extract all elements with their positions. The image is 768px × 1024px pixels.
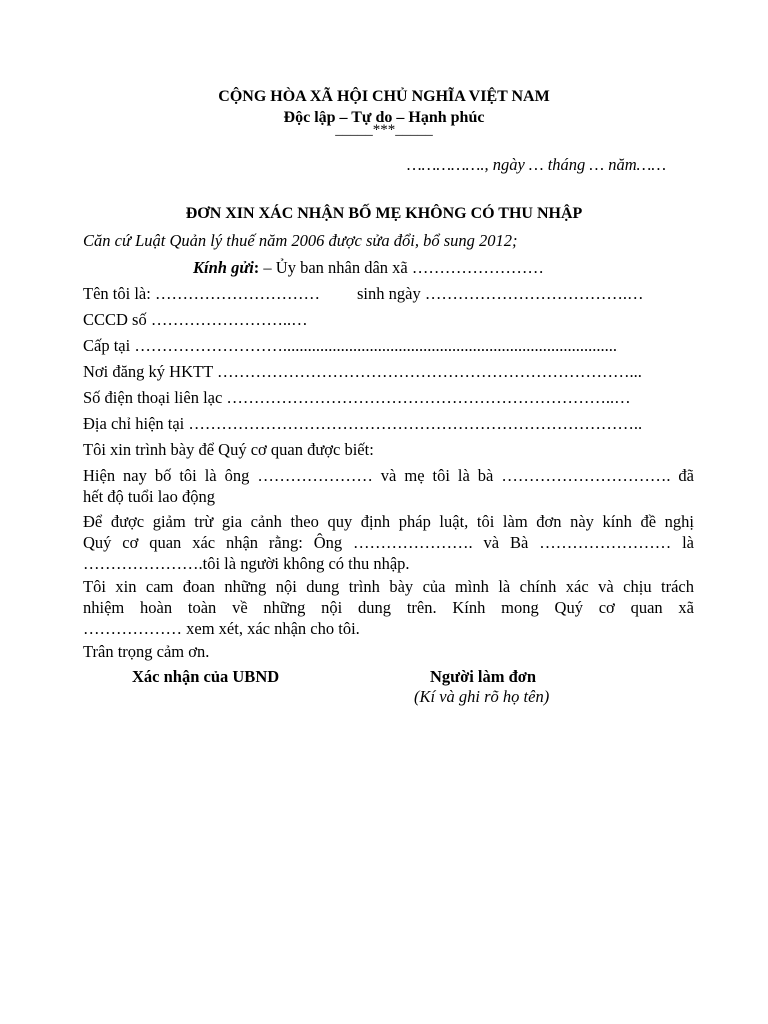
legal-basis: Căn cứ Luật Quản lý thuế năm 2006 được sửa đổi, bổ sung 2012; — [83, 231, 518, 250]
parents-line-2: hết độ tuổi lao động — [83, 487, 215, 506]
parents-paragraph — [83, 465, 694, 507]
cccd-field: CCCD số ……………………..… — [83, 310, 308, 329]
dob-field: sinh ngày ……………………………….… — [357, 284, 644, 303]
recipient-colon: : — [253, 258, 260, 277]
request-line-2: Quý cơ quan xác nhận rằng: Ông …………………. và Bà …………………… là — [83, 533, 694, 552]
request-line-1: Để được giảm trừ gia cảnh theo quy định pháp luật, tôi làm đơn này kính đề nghị — [83, 512, 694, 531]
country-heading: CỘNG HÒA XÃ HỘI CHỦ NGHĨA VIỆT NAM — [218, 88, 550, 105]
commitment-line-3: ……………… xem xét, xác nhận cho tôi. — [83, 619, 360, 638]
request-paragraph — [83, 511, 694, 574]
place-date-line: ……………., ngày … tháng … năm…… — [407, 155, 666, 174]
name-field: Tên tôi là: ………………………… — [83, 284, 320, 303]
motto-heading: Độc lập – Tự do – Hạnh phúc — [283, 109, 485, 126]
applicant-signature-note: (Kí và ghi rõ họ tên) — [414, 687, 550, 706]
closing-text: Trân trọng cảm ơn. — [83, 642, 210, 661]
intro-text: Tôi xin trình bày để Quý cơ quan được biết: — [83, 440, 374, 459]
commitment-paragraph — [83, 576, 694, 639]
applicant-signature-title: Người làm đơn — [430, 667, 537, 686]
heading-separator: _____***_____ — [335, 122, 433, 138]
commitment-line-1: Tôi xin cam đoan những nội dung trình bày của mình là chính xác và chịu trách — [83, 577, 694, 596]
recipient-line — [193, 258, 544, 278]
document-title: ĐƠN XIN XÁC NHẬN BỐ MẸ KHÔNG CÓ THU NHẬP — [185, 205, 583, 222]
address-field: Địa chỉ hiện tại ……………………………………………………………………….. — [83, 414, 643, 433]
recipient-value: – Ủy ban nhân dân xã …………………… — [259, 258, 544, 277]
commitment-line-2: nhiệm hoàn toàn về những nội dung trên. Kính mong Quý cơ quan xã — [83, 598, 694, 617]
hktt-field: Nơi đăng ký HKTT …………………………………………………………………... — [83, 362, 642, 381]
parents-line-1: Hiện nay bố tôi là ông ………………… và mẹ tôi là bà …………………………. đã — [83, 466, 694, 485]
request-line-3: ………………….tôi là người không có thu nhập. — [83, 554, 410, 573]
ubnd-signature-title: Xác nhận của UBND — [132, 667, 280, 686]
issued-at-field: Cấp tại ………………………................................................................................. — [83, 336, 617, 355]
phone-field: Số điện thoại liên lạc ……………………………………………………………..… — [83, 388, 631, 407]
recipient-label: Kính gửi — [193, 258, 254, 277]
